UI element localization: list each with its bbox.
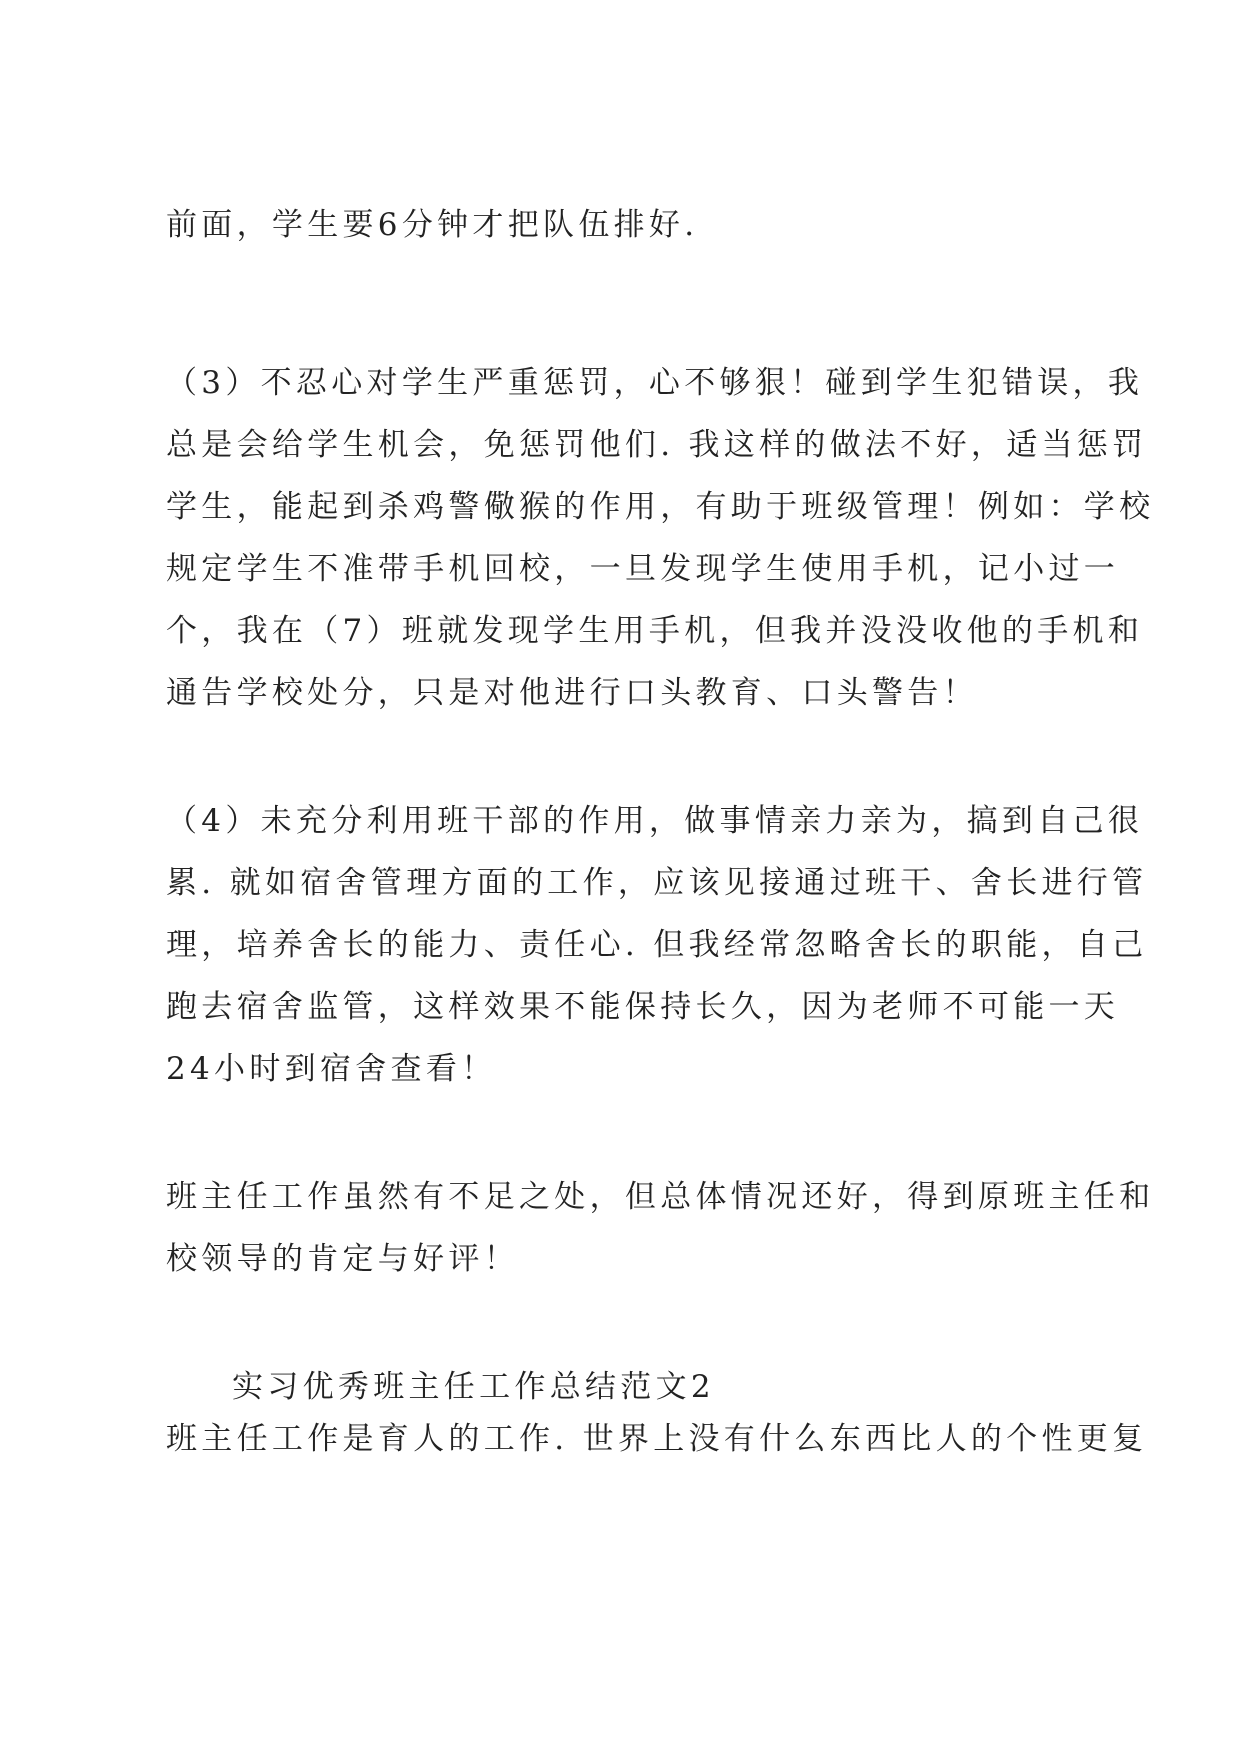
paragraph-4-line-2: 校领导的肯定与好评！ bbox=[166, 1241, 519, 1277]
paragraph-3-line-4: 跑去宿舍监管，这样效果不能保持长久，因为老师不可能一天 bbox=[166, 989, 1120, 1025]
paragraph-5-line-1: 班主任工作是育人的工作. 世界上没有什么东西比人的个性更复 bbox=[166, 1421, 1148, 1457]
section-heading: 实习优秀班主任工作总结范文2 bbox=[232, 1369, 715, 1405]
paragraph-3-line-3: 理，培养舍长的能力、责任心. 但我经常忽略舍长的职能，自己 bbox=[166, 927, 1148, 963]
paragraph-1-line-1: 前面，学生要6分钟才把队伍排好. bbox=[166, 207, 699, 243]
paragraph-2-line-1: （3）不忍心对学生严重惩罚，心不够狠！碰到学生犯错误，我 bbox=[166, 365, 1144, 401]
paragraph-2-line-5: 个，我在（7）班就发现学生用手机，但我并没没收他的手机和 bbox=[166, 613, 1144, 649]
paragraph-2-line-4: 规定学生不准带手机回校，一旦发现学生使用手机，记小过一 bbox=[166, 551, 1120, 587]
paragraph-2-line-2: 总是会给学生机会，免惩罚他们. 我这样的做法不好，适当惩罚 bbox=[166, 427, 1148, 463]
paragraph-3-line-5: 24小时到宿舍查看！ bbox=[166, 1051, 497, 1087]
paragraph-4-line-1: 班主任工作虽然有不足之处，但总体情况还好，得到原班主任和 bbox=[166, 1179, 1155, 1215]
paragraph-3-line-2: 累. 就如宿舍管理方面的工作，应该见接通过班干、舍长进行管 bbox=[166, 865, 1148, 901]
paragraph-3-line-1: （4）未充分利用班干部的作用，做事情亲力亲为，搞到自己很 bbox=[166, 803, 1144, 839]
paragraph-2-line-3: 学生，能起到杀鸡警儆猴的作用，有助于班级管理！例如：学校 bbox=[166, 489, 1155, 525]
paragraph-2-line-6: 通告学校处分，只是对他进行口头教育、口头警告！ bbox=[166, 675, 978, 711]
